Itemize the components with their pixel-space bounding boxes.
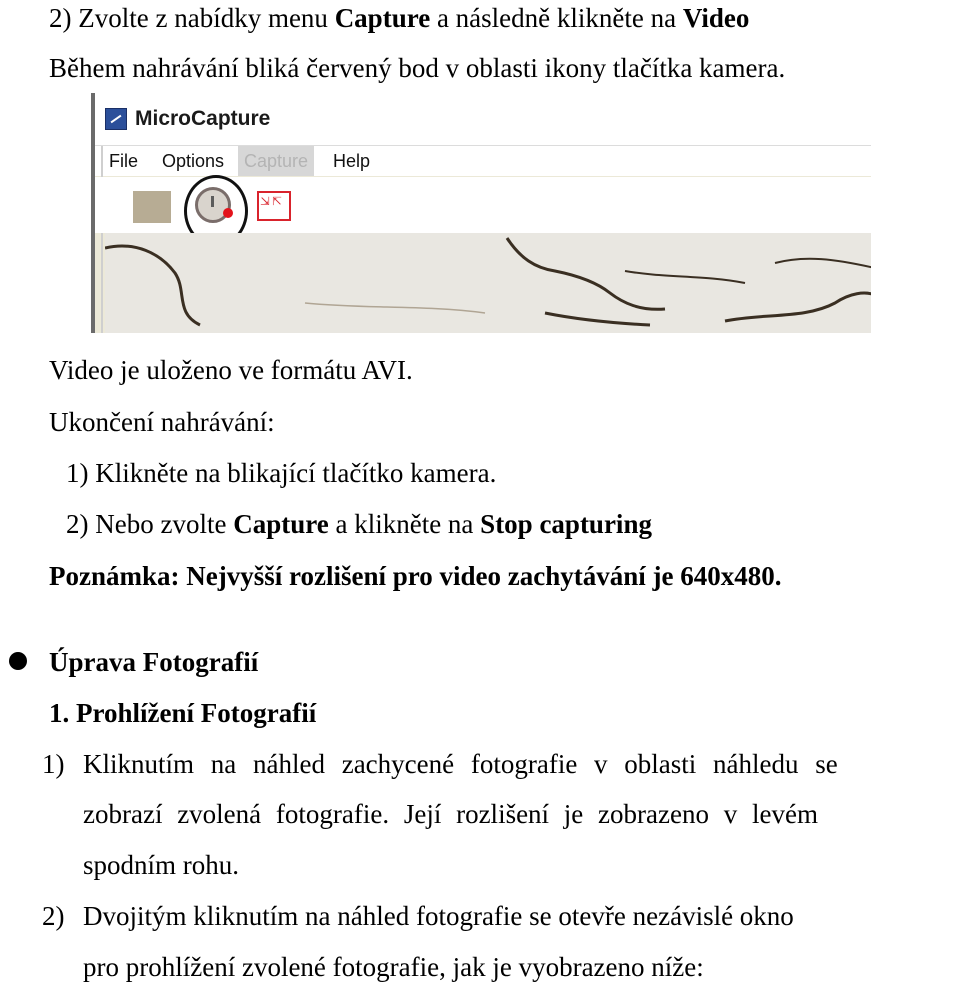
menu-capture[interactable]: Capture	[238, 146, 314, 176]
item-1-line-2: zobrazí zvolená fotografie. Její rozlišení je zobrazeno v levém	[83, 799, 818, 829]
item-2-line-1: Dvojitým kliknutím na náhled fotografie se otevře nezávislé okno	[83, 901, 794, 931]
preview-image	[105, 233, 871, 333]
menu-options[interactable]: Options	[162, 151, 225, 171]
microcapture-screenshot	[91, 93, 871, 333]
preview-area	[105, 233, 871, 333]
stop-step2-prefix: 2) Nebo zvolte	[66, 509, 234, 539]
bullet-icon	[9, 652, 27, 670]
stop-step2-middle: a klikněte na	[328, 509, 481, 539]
intro-step2-middle: a následně klikněte na	[430, 3, 683, 33]
menu-file[interactable]: File	[109, 151, 139, 171]
fullscreen-icon[interactable]	[257, 191, 291, 221]
stop-heading: Ukončení nahrávání:	[49, 407, 275, 437]
menu-bar	[95, 146, 871, 176]
window-titlebar	[95, 93, 871, 146]
format-note: Video je uloženo ve formátu AVI.	[49, 355, 413, 385]
section-heading: Úprava Fotografií	[49, 647, 259, 677]
stop-step1: 1) Klikněte na blikající tlačítko kamera.	[66, 458, 497, 488]
window-left-edge	[101, 146, 103, 333]
app-title: MicroCapture	[135, 107, 271, 130]
section-subheading: 1. Prohlížení Fotografií	[49, 698, 317, 728]
blink-note: Během nahrávání bliká červený bod v oblasti ikony tlačítka kamera.	[49, 53, 786, 83]
intro-step2-video: Video	[682, 3, 750, 33]
item-1-line-3: spodním rohu.	[83, 850, 240, 880]
menu-help[interactable]: Help	[333, 151, 371, 171]
app-icon	[105, 108, 127, 130]
intro-step2	[49, 1, 749, 35]
resolution-note: Poznámka: Nejvyšší rozlišení pro video zachytávání je 640x480.	[49, 561, 782, 591]
item-2-number: 2)	[42, 901, 65, 931]
item-2-line-2: pro prohlížení zvolené fotografie, jak je vyobrazeno níže:	[83, 952, 704, 982]
image-icon[interactable]	[133, 191, 171, 223]
stop-step2-capture: Capture	[233, 509, 329, 539]
intro-step2-capture: Capture	[334, 3, 431, 33]
screenshot-left-border	[91, 93, 95, 333]
intro-step2-prefix: 2) Zvolte z nabídky menu	[49, 3, 335, 33]
stop-step2-stop: Stop capturing	[480, 509, 652, 539]
item-1-line-1: Kliknutím na náhled zachycené fotografie v oblasti náhledu se	[83, 749, 838, 779]
item-1-number: 1)	[42, 749, 65, 779]
stop-step2	[66, 507, 652, 541]
